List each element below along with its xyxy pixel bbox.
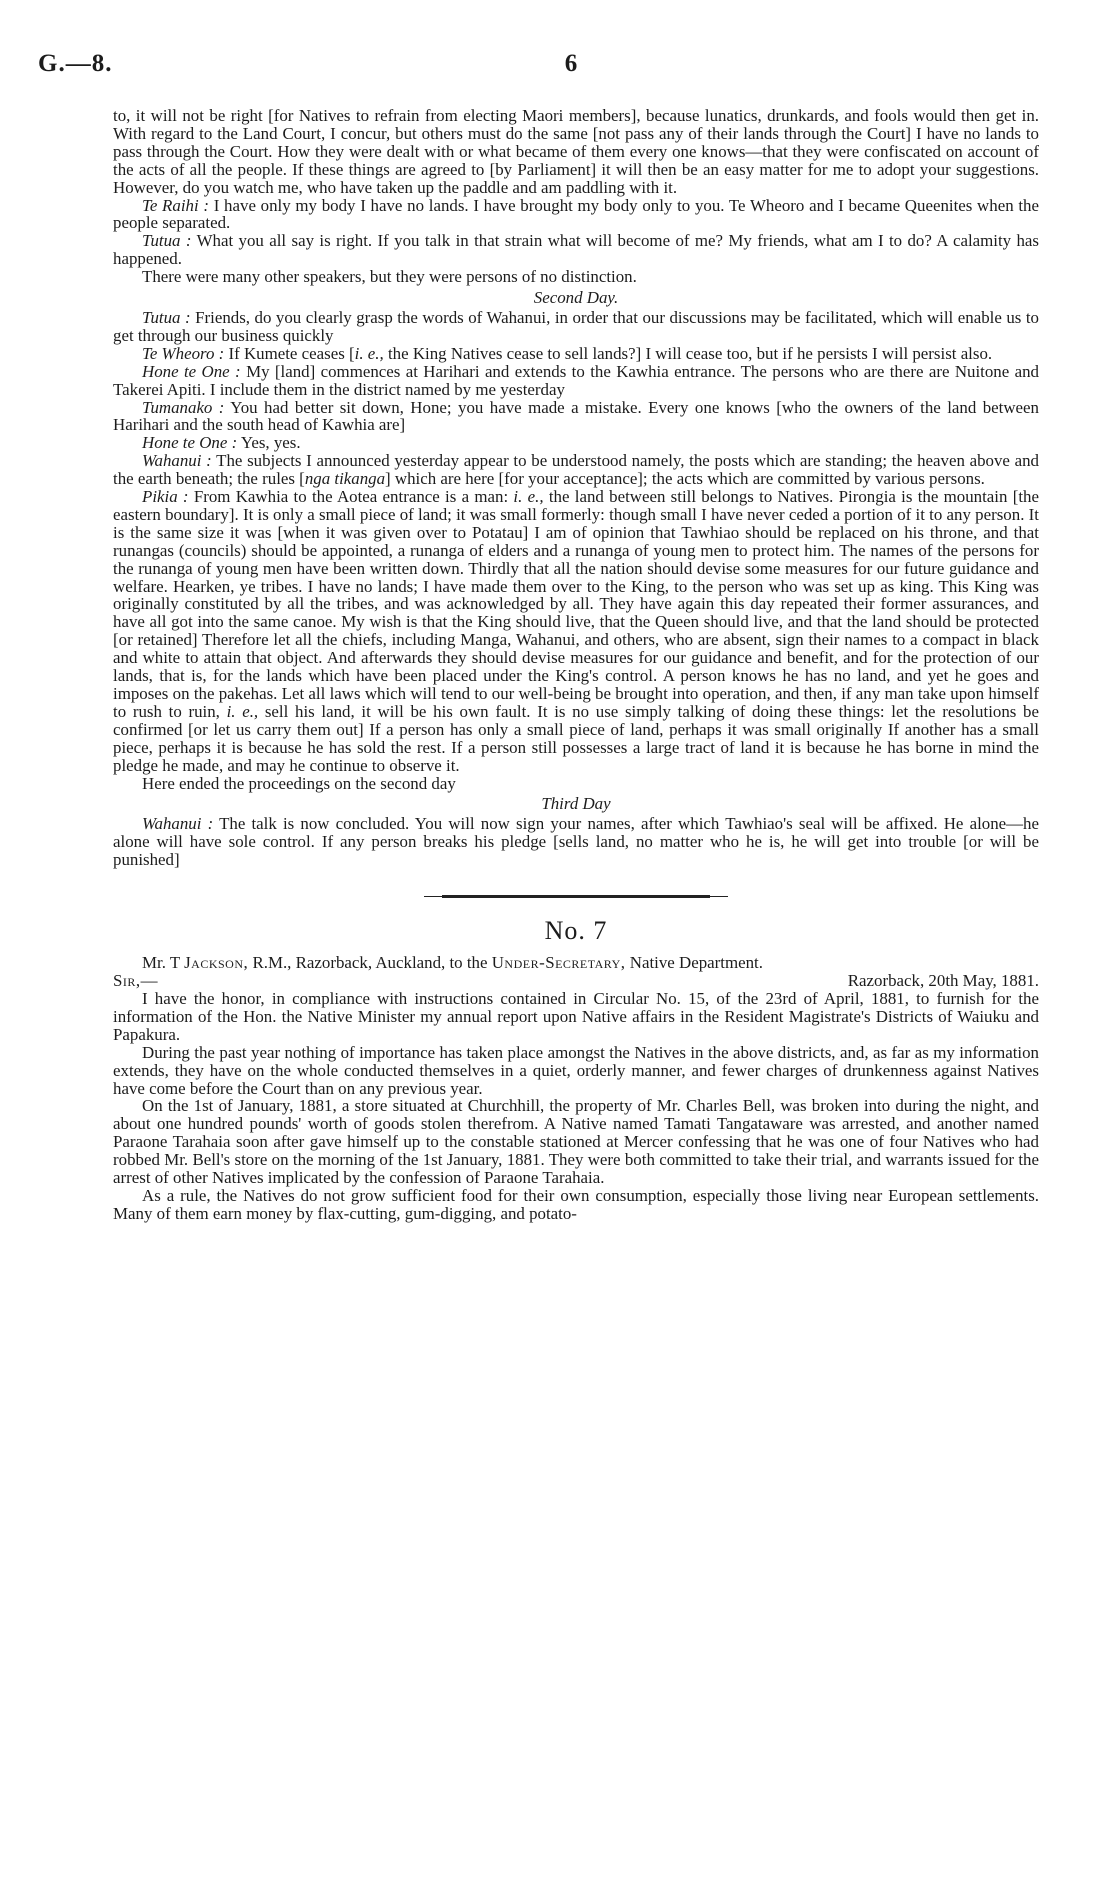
letter-address-line	[113, 954, 1039, 972]
speech-te-raihi	[113, 197, 1039, 233]
page-header	[38, 50, 1068, 84]
speech-text: the land between still belongs to Natives. Pirongia is the mountain [the eastern boundary]. It is only a small piece of land; it was small formerly: though small I have never ceded a portion of it to any person. It is the same size it was [when it was given over to Potatau] I am of opinion that Tawhiao should be replaced on his throne, and that runangas (councils) should be appointed, a runanga of elders and a runanga of young men to protect him. The names of the persons for the runanga of young men have been written down. Thirdly that all the nation should devise some measures for our future guidance and welfare. Hearken, ye tribes. I have no lands; I have made them over to the King, to the person who was set up as king. This King was originally constituted by all the tribes, and was acknowledged by all. They have again this day repeated their former assurances, and have all got into the same canoe. My wish is that the King should live, that the Queen should live, and that the land should be protected [or retained] Therefore let all the chiefs, including Manga, Wahanui, and others, who are absent, sign their names to a compact in black and white to attain that object. And afterwards they should devise measures for our guidance and benefit, and for the protection of our lands, that is, for the lands which have been placed under the King's control. A person knows he has no land, and yet he goes and imposes on the pakehas. Let all laws which will tend to our well-being be brought into operation, and then, if any man take upon himself to rush to ruin,	[113, 487, 1039, 721]
recipient-title: Under-Secretary,	[491, 953, 626, 973]
address-text: R.M., Razorback, Auckland, to the	[248, 953, 492, 973]
address-text: Native Department.	[625, 953, 763, 973]
letter-paragraph: During the past year nothing of importance has taken place amongst the Natives in the above districts, and, as far as my information extends, they have on the whole conducted themselves in a quiet, orderly manner, and fewer charges of drunkenness against Natives have come before the Court than on any previous year.	[113, 1042, 1039, 1098]
speaker-name: Te Wheoro :	[142, 343, 225, 363]
speaker-name: Tumanako :	[142, 397, 225, 417]
address-text: Mr. T	[142, 953, 185, 973]
speech-text: the King Natives cease to sell lands?] I will cease too, but if he persists I will persist also.	[383, 343, 993, 363]
speech-text: From Kawhia to the Aotea entrance is a man:	[188, 487, 514, 507]
speech-pikia	[113, 488, 1039, 775]
paragraph-second-day-ended: Here ended the proceedings on the second day	[142, 773, 456, 793]
speaker-name: Wahanui :	[142, 814, 214, 834]
letter-paragraph: I have the honor, in compliance with instructions contained in Circular No. 15, of the 23rd of April, 1881, to furnish for the information of the Hon. the Native Minister my annual report upon Native affairs in the Resident Magistrate's Districts of Waiuku and Papakura.	[113, 988, 1039, 1044]
speaker-name: Pikia :	[142, 487, 189, 507]
speech-text: Yes, yes.	[237, 433, 301, 453]
salutation-line	[113, 972, 1039, 990]
salutation: Sir,—	[113, 970, 159, 990]
speech-text: sell his land, it will be his own fault. It is no use simply talking of doing these things: let the resolutions be confirmed [or let us carry them out] If a person has only a small piece of land, perhaps it was small originally If another has a small piece, perhaps it is because he has sold the rest. If a person still possesses a large tract of land it is because he has borne in mind the pledge he made, and may he continue to observe it.	[113, 701, 1039, 775]
italic-abbreviation: i. e.,	[513, 487, 544, 507]
paragraph-other-speakers: There were many other speakers, but they were persons of no distinction.	[142, 267, 637, 287]
letter-paragraph: On the 1st of January, 1881, a store situated at Churchhill, the property of Mr. Charles Bell, was broken into during the night, and about one hundred pounds' worth of goods stolen therefrom. A Native named Tamati Tangataware was arrested, and another named Paraone Tarahaia soon after gave himself up to the constable stationed at Mercer confessing that he was one of four Natives who had robbed Mr. Bell's store on the morning of the 1st January, 1881. They were both committed to take their trial, and warrants issued for the arrest of other Natives implicated by the confession of Paraone Tarahaia.	[113, 1096, 1039, 1188]
speech-text: You had better sit down, Hone; you have made a mistake. Every one knows [who the owners of the land between Harihari and the south head of Kawhia are]	[113, 397, 1039, 435]
author-name: Jackson,	[184, 953, 249, 973]
document-reference: G.—8.	[38, 50, 113, 77]
letter-paragraph: As a rule, the Natives do not grow sufficient food for their own consumption, especially those living near European settlements. Many of them earn money by flax-cutting, gum-digging, and potato-	[113, 1185, 1039, 1223]
speaker-name: Tutua :	[142, 231, 192, 251]
speech-text: What you all say is right. If you talk in that strain what will become of me? My friends, what am I to do? A calamity has happened.	[113, 231, 1039, 269]
speech-hone-te-one-reply	[113, 434, 1039, 452]
letter-number-heading: No. 7	[544, 916, 608, 946]
paragraph-continuation: to, it will not be right [for Natives to refrain from electing Maori members], because lunatics, drunkards, and fools would then get in. With regard to the Land Court, I concur, but others must do the same [not pass any of their lands through the Court] I have no lands to pass through the Court. How they were dealt with or what became of them every one knows—that they were confiscated on account of the acts of all the people. If these things are agreed to [by Parliament] it will then be an easy matter for me to adopt your suggestions. However, do you watch me, who have taken up the paddle and am paddling with it.	[113, 106, 1039, 197]
speech-tutua-second	[113, 309, 1039, 345]
section-divider-rule	[442, 895, 710, 898]
speech-hone-te-one	[113, 363, 1039, 399]
speech-text: Friends, do you clearly grasp the words of Wahanui, in order that our discussions may be facilitated, which will enable us to get through our business quickly	[113, 307, 1039, 345]
speaker-name: Hone te One :	[142, 361, 241, 381]
speaker-name: Tutua :	[142, 307, 191, 327]
page-body	[113, 107, 1039, 1223]
place-and-date: Razorback, 20th May, 1881.	[847, 970, 1039, 990]
speaker-name: Wahanui :	[142, 451, 212, 471]
italic-abbreviation: i. e.,	[354, 343, 384, 363]
section-heading-third-day: Third Day	[541, 794, 611, 814]
italic-maori-term: nga tikanga	[304, 469, 386, 489]
speech-text: If Kumete ceases [	[224, 343, 355, 363]
speech-te-wheoro	[113, 345, 1039, 363]
speech-text: The talk is now concluded. You will now sign your names, after which Tawhiao's seal will be affixed. He alone—he alone will have sole control. If any person breaks his pledge [sells land, no matter who he is, he will get into trouble [or will be punished]	[113, 814, 1039, 870]
speech-tutua	[113, 232, 1039, 268]
section-heading-second-day: Second Day.	[533, 288, 619, 308]
speech-text: The subjects I announced yesterday appear to be understood namely, the posts which are standing; the heaven above and the earth beneath; the rules [	[113, 451, 1039, 489]
speech-text: My [land] commences at Harihari and extends to the Kawhia entrance. The persons who are there are Nuitone and Takerei Apiti. I include them in the district named by me yesterday	[113, 361, 1040, 399]
speaker-name: Hone te One :	[142, 433, 238, 453]
speech-wahanui	[113, 452, 1039, 488]
speech-text: I have only my body I have no lands. I have brought my body only to you. Te Wheoro and I became Queenites when the people separated.	[113, 195, 1039, 233]
italic-abbreviation: i. e.,	[226, 701, 259, 721]
speech-tumanako	[113, 399, 1039, 435]
speech-text: ] which are here [for your acceptance]; the acts which are committed by various persons.	[385, 469, 985, 489]
speech-wahanui-third	[113, 815, 1039, 869]
page-number: 6	[564, 50, 578, 77]
speaker-name: Te Raihi :	[142, 195, 209, 215]
